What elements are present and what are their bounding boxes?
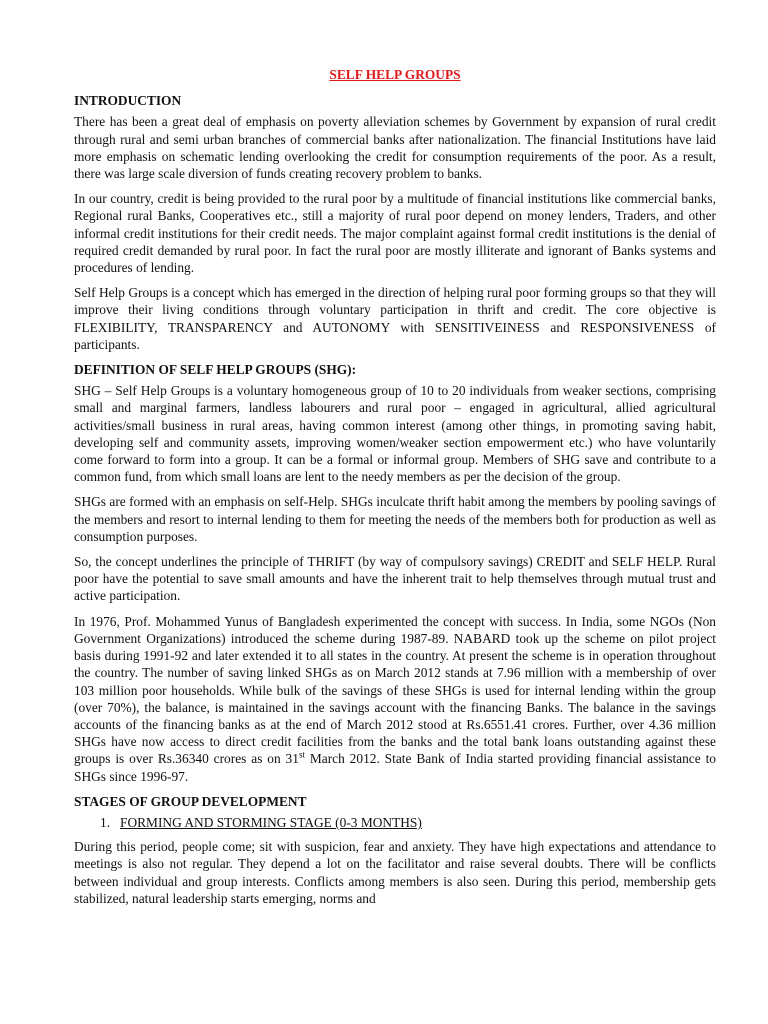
history-paragraph: [74, 613, 716, 785]
introduction-paragraph-1: There has been a great deal of emphasis on poverty alleviation schemes by Government by expansion of rural credit through rural and semi urban branches of commercial banks after nationalization. The financial Institutions have laid more emphasis on schematic lending overlooking the credit for consumption requirements of the poor. As a result, there was large scale diversion of funds creating recovery problem to banks.: [74, 114, 716, 182]
document-page: [74, 66, 716, 915]
definition-heading: DEFINITION OF SELF HELP GROUPS (SHG):: [74, 362, 357, 378]
definition-paragraph-3: So, the concept underlines the principle of THRIFT (by way of compulsory savings) CREDIT and SELF HELP. Rural poor have the potential to save small amounts and have the inherent trait to help themselves through mutual trust and active participation.: [74, 554, 716, 604]
history-text-end: March 2012. State Bank of India started providing financial assistance to SHGs since 1996-97.: [74, 751, 716, 784]
stage-title: FORMING AND STORMING STAGE (0-3 MONTHS): [120, 814, 422, 830]
stage-1-paragraph: During this period, people come; sit with suspicion, fear and anxiety. They have high expectations and attendance to meetings is also not regular. They depend a lot on the facilitator and raise several doubts. There will be conflicts between individual and group interests. Conflicts among members is also seen. During this period, membership gets stabilized, natural leadership starts emerging, norms and: [74, 839, 716, 906]
introduction-heading: INTRODUCTION: [74, 93, 182, 109]
stage-number: 1.: [100, 814, 111, 830]
history-text-main: In 1976, Prof. Mohammed Yunus of Bangladesh experimented the concept with success. In India, some NGOs (Non Government Organizations) introduced the scheme during 1987-89. NABARD took up the scheme on pilot project basis during 1991-92 and later extended it to all states in the country. At present the scheme is in operation throughout the country. The number of saving linked SHGs as on March 2012 stands at 7.96 million with a membership of over 103 million poor households. While bulk of the savings of these SHGs is used for internal lending within the group (over 70%), the balance, is maintained in the savings account with the financing Banks. The balance in the savings accounts of the financing banks as at the end of March 2012 stood at Rs.6551.41 crores. Further, over 4.36 million SHGs have now access to direct credit facilities from the banks and the total bank loans outstanding against these groups is over Rs.36340 crores as on 31: [74, 613, 716, 767]
stage-list-item-1: [100, 814, 716, 831]
introduction-paragraph-3: Self Help Groups is a concept which has emerged in the direction of helping rural poor forming groups so that they will improve their living conditions through voluntary participation in thrift and credit. The core objective is FLEXIBILITY, TRANSPARENCY and AUTONOMY with SENSITIVEINESS and RESPONSIVENESS of participants.: [74, 285, 716, 352]
document-title: SELF HELP GROUPS: [329, 67, 461, 82]
stages-heading: STAGES OF GROUP DEVELOPMENT: [74, 793, 307, 809]
definition-paragraph-2: SHGs are formed with an emphasis on self-Help. SHGs inculcate thrift habit among the members by pooling savings of the members and resort to internal lending to them for meeting the needs of the members both for production as well as consumption purposes.: [74, 494, 716, 544]
introduction-paragraph-2: In our country, credit is being provided to the rural poor by a multitude of financial institutions like commercial banks, Regional rural Banks, Cooperatives etc., still a majority of rural poor depend on money lenders, Traders, and other informal credit institutions for their credit needs. The major complaint against formal credit institutions is the denial of required credit demanded by rural poor. In fact the rural poor are mostly illiterate and ignorant of Banks systems and procedures of lending.: [74, 191, 716, 276]
ordinal-superscript: st: [298, 749, 305, 760]
definition-paragraph-1: SHG – Self Help Groups is a voluntary homogeneous group of 10 to 20 individuals from weaker sections, comprising small and marginal farmers, landless labourers and rural poor – engaged in agricultural, allied agricultural activities/small business in rural areas, having common interest (among other things, in promoting saving habit, developing self and community assets, improving women/weaker section empowerment etc.) who have voluntarily come forward to form into a group. It can be a formal or informal group. Members of SHG save and contribute to a common fund, from which small loans are lent to the needy members as per the decision of the group.: [74, 383, 716, 485]
